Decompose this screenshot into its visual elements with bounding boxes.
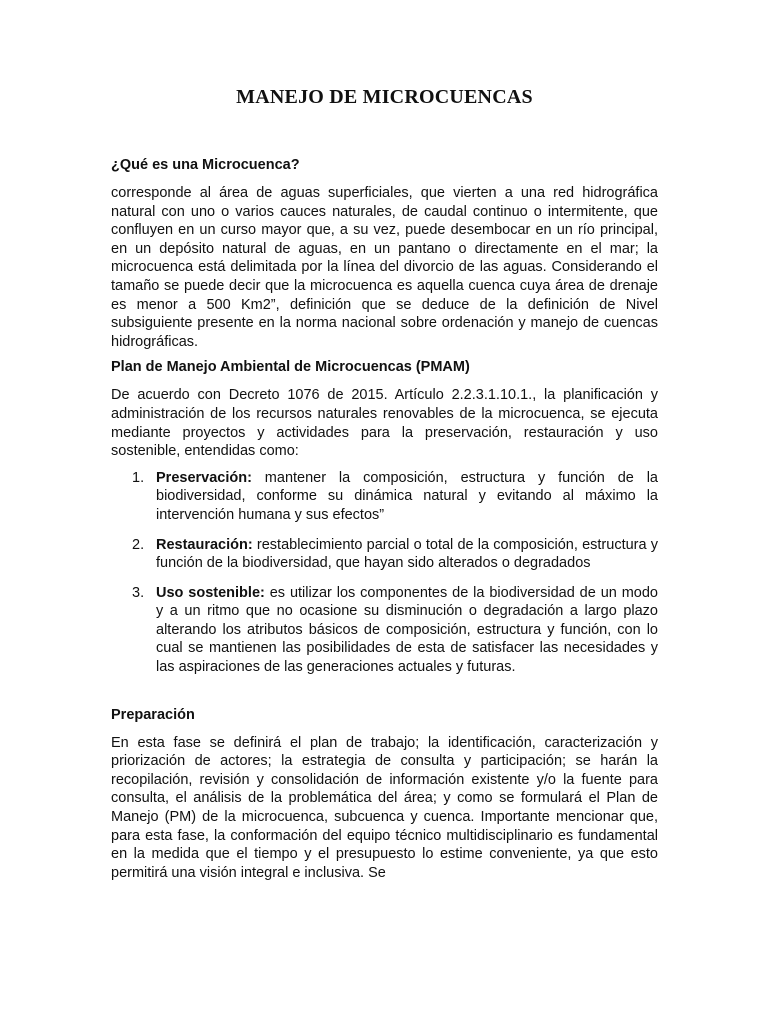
- list-item-text: es utilizar los componentes de la biodiversidad de un modo y a un ritmo que no ocasione su disminución o degradación a largo plazo alterando los atributos básicos de composición, estructura y función, con lo cual se mantienen las posibilidades de esta de satisfacer las necesidades y las aspiraciones de las generaciones actuales y futuras.: [156, 584, 658, 676]
- list-item-text: mantener la composición, estructura y función de la biodiversidad, conforme su dinámica natural y evitando al máximo la intervención humana y sus efectos”: [156, 469, 658, 523]
- document-page: [111, 86, 658, 882]
- list-item: [111, 536, 658, 573]
- section-heading-microcuenca: ¿Qué es una Microcuenca?: [111, 157, 300, 173]
- section-paragraph-microcuenca: corresponde al área de aguas superficiales, que vierten a una red hidrográfica natural con uno o varios cauces naturales, de caudal continuo o intermitente, que confluyen en un curso mayor que, a su vez, puede desembocar en un río principal, en un depósito natural de aguas, en un pantano o directamente en el mar; la microcuenca está delimitada por la línea del divorcio de las aguas. Considerando el tamaño se puede decir que la microcuenca es aquella cuenca cuya área de drenaje es menor a 500 Km2”, definición que se deduce de la definición de Nivel subsiguiente presente en la norma nacional sobre ordenación y manejo de cuencas hidrográficas.: [111, 185, 658, 350]
- list-item: [111, 584, 658, 677]
- list-item: [111, 469, 658, 525]
- list-item-text: restablecimiento parcial o total de la composición, estructura y función de la biodiversidad, que hayan sido alterados o degradados: [156, 536, 658, 572]
- list-item-term: Restauración:: [156, 536, 253, 553]
- document-title: MANEJO DE MICROCUENCAS: [236, 86, 533, 108]
- list-item-term: Uso sostenible:: [156, 584, 265, 601]
- list-item-number: 3.: [132, 584, 145, 601]
- section-heading-preparacion: Preparación: [111, 706, 195, 723]
- section-heading-pmam: Plan de Manejo Ambiental de Microcuencas (PMAM): [111, 359, 470, 376]
- list-item-number: 2.: [132, 536, 145, 553]
- section-paragraph-preparacion: En esta fase se definirá el plan de trabajo; la identificación, caracterización y priorización de actores; la estrategia de consulta y participación; se harán la recopilación, revisión y consolidación de información existente y/o la fuente para consulta, el análisis de la problemática del área; y como se formulará el Plan de Manejo (PM) de la microcuenca, subcuenca y cuenca. Importante mencionar que, para esta fase, la conformación del equipo técnico multidisciplinario es fundamental en la medida que el tiempo y el presupuesto lo estime conveniente, ya que esto permitirá una visión integral e inclusiva. Se: [111, 734, 658, 881]
- numbered-list: [111, 469, 658, 677]
- list-item-number: 1.: [132, 469, 145, 486]
- section-paragraph-pmam: De acuerdo con Decreto 1076 de 2015. Artículo 2.2.3.1.10.1., la planificación y administración de los recursos naturales renovables de la microcuenca, se ejecuta mediante proyectos y actividades para la preservación, restauración y uso sostenible, entendidas como:: [111, 387, 658, 460]
- list-item-term: Preservación:: [156, 469, 252, 486]
